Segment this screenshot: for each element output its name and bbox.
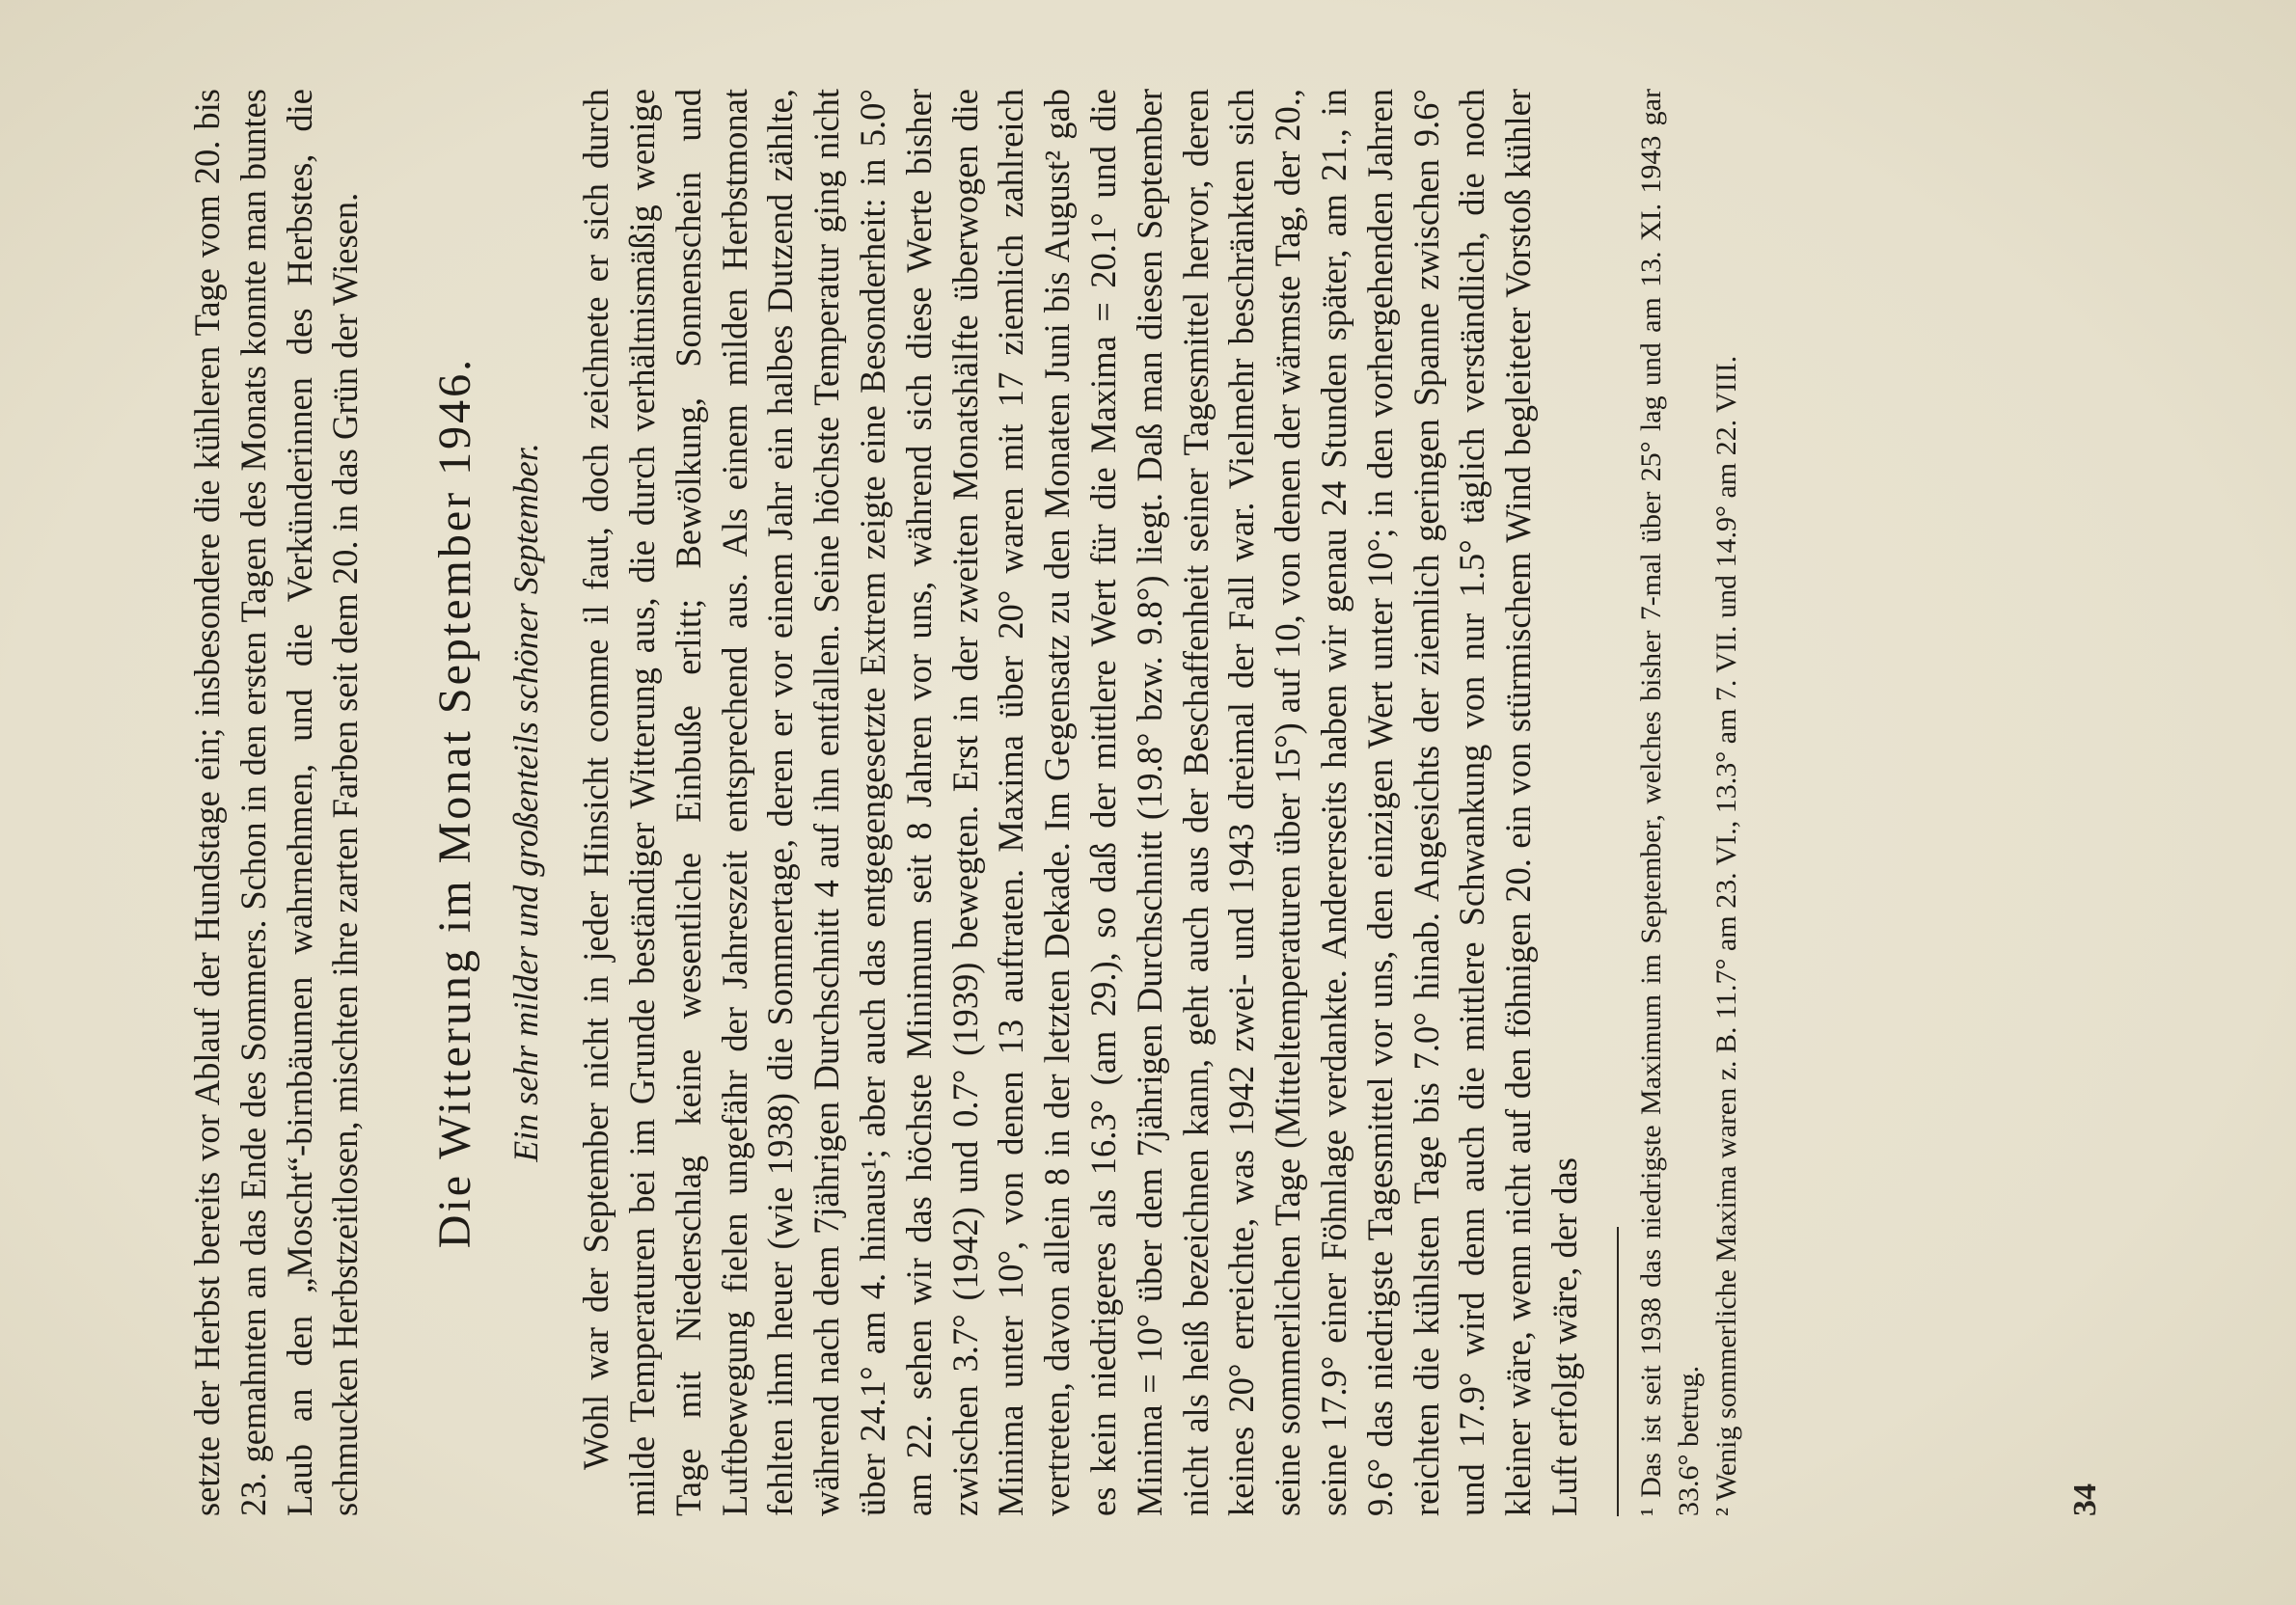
rotated-page (178, 89, 2118, 1516)
page-content (178, 89, 1745, 1516)
footnote-1: ¹ Das ist seit 1938 das niedrigste Maximum im September, welches bisher 7-mal über 25° lag und am 13. XI. 1943 gar 33.6° betrug. (1634, 89, 1705, 1516)
section-subtitle: Ein sehr milder und großenteils schöner September. (506, 443, 546, 1162)
section-heading: Die Witterung im Monat September 1946. (429, 356, 481, 1249)
body-paragraph: Wohl war der September nicht in jeder Hinsicht comme il faut, doch zeichnete er sich durch milde Temperaturen bei im Grunde beständiger Witterung aus, die durch verhältnismäßig wenige Tage mit Niederschlag keine wesentliche Einbuße erlitt; Bewölkung, Sonnenschein und Luftbewegung fielen ungefähr der Jahreszeit entsprechend aus. Als einem milden Herbstmonat fehlten ihm heuer (wie 1938) die Sommertage, deren er vor einem Jahr ein halbes Dutzend zählte, während nach dem 7jährigen Durchschnitt 4 auf ihn entfallen. Seine höchste Temperatur ging nicht über 24.1° am 4. hinaus¹; aber auch das entgegengesetzte Extrem zeigte eine Besonderheit: in 5.0° am 22. sehen wir das höchste Minimum seit 8 Jahren vor uns, während sich diese Werte bisher zwischen 3.7° (1942) und 0.7° (1939) bewegten. Erst in der zweiten Monatshälfte überwogen die Minima unter 10°, von denen 13 auftraten. Maxima über 20° waren mit 17 ziemlich zahlreich vertreten, davon allein 8 in der letzten Dekade. Im Gegensatz zu den Monaten Juni bis August² gab es kein niedrigeres als 16.3° (am 29.), so daß der mittlere Wert für die Maxima = 20.1° und die Minima = 10° über dem 7jährigen Durchschnitt (19.8° bzw. 9.8°) liegt. Daß man diesen September nicht als heiß bezeichnen kann, geht auch aus der Beschaffenheit seiner Tagesmittel hervor, deren keines 20° erreichte, was 1942 zwei- und 1943 dreimal der Fall war. Vielmehr beschränkten sich seine sommerlichen Tage (Mitteltemperaturen über 15°) auf 10, von denen der wärmste Tag, der 20., seine 17.9° einer Föhnlage verdankte. Andererseits haben wir genau 24 Stunden später, am 21., in 9.6° das niedrigste Tagesmittel vor uns, den einzigen Wert unter 10°; in den vorhergehenden Jahren reichten die kühlsten Tage bis 7.0° hinab. Angesichts der ziemlich geringen Spanne zwischen 9.6° und 17.9° wird denn auch die mittlere Schwankung von nur 1.5° täglich verständlich, die noch kleiner wäre, wenn nicht auf den föhnigen 20. ein von stürmischem Wind begleiteter Vorstoß kühler Luft erfolgt wäre, der das (576, 89, 1584, 1516)
footnote-2: ² Wenig sommerliche Maxima waren z. B. 11.7° am 23. VI., 13.3° am 7. VII. und 14.9° am 22. VIII. (1709, 355, 1742, 1516)
footnote-rule (1617, 1227, 1619, 1516)
footnotes (1632, 89, 1745, 1516)
continuation-paragraph: setzte der Herbst bereits vor Ablauf der Hundstage ein; insbesondere die kühleren Tage vom 20. bis 23. gemahnten an das Ende des Sommers. Schon in den ersten Tagen des Monats konnte man buntes Laub an den „Moscht“-birnbäumen wahrnehmen, und die Verkünderinnen des Herbstes, die schmucken Herbstzeitlosen, mischten ihre zarten Farben seit dem 20. in das Grün der Wiesen. (187, 89, 366, 1516)
page-number: 34 (2067, 1483, 2103, 1516)
